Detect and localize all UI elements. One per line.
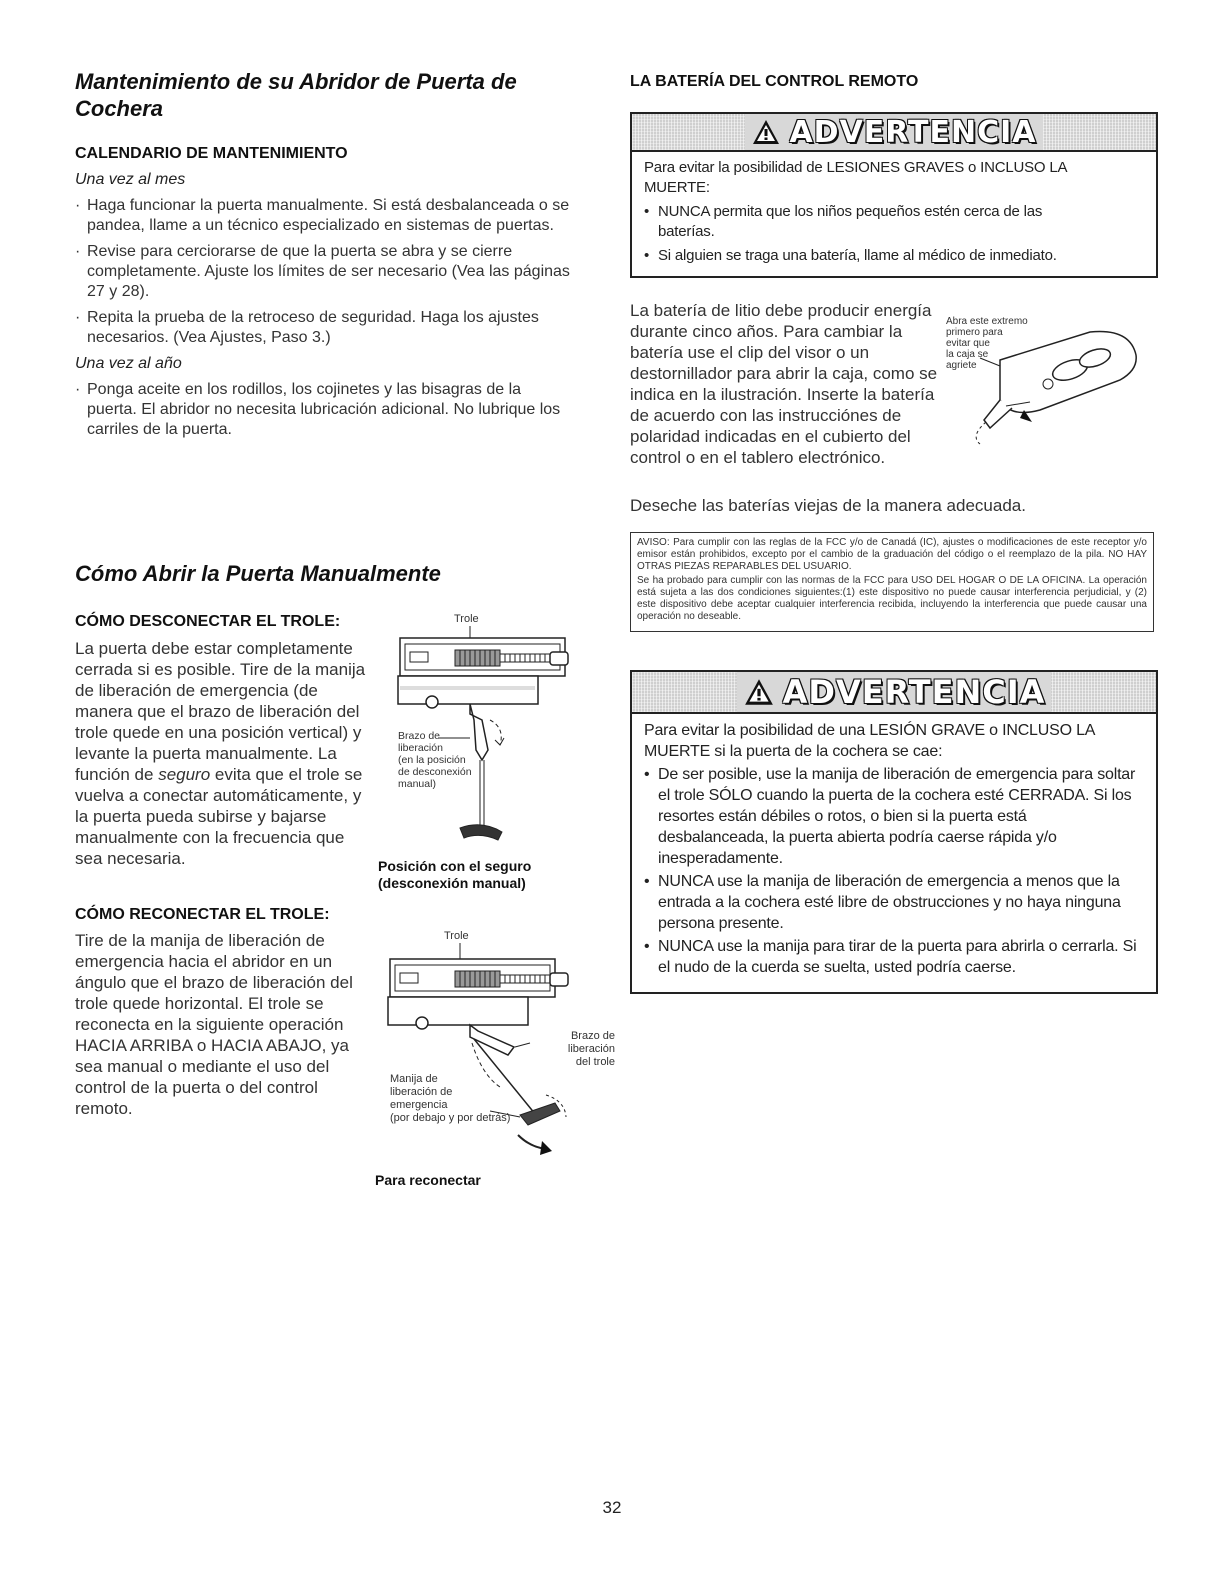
trole-label-1: Trole	[454, 613, 479, 625]
monthly-heading: Una vez al mes	[75, 171, 186, 188]
disconnect-text: La puerta debe estar completamente cerrada si es posible. Tire de la manija de liberación de emergencia (de manera que el brazo de liberación del trole quede en una posición vertical) y levante la puerta manualmente. La función de seguro evita que el trole se vuelva a conectar automáticamente, y la puerta pueda subirse y bajarse manualmente con la frecuencia que sea necesaria.	[75, 639, 366, 868]
warning-title: ADVERTENCIA	[782, 673, 1046, 711]
warning-body	[632, 714, 1156, 992]
yearly-heading: Una vez al año	[75, 355, 182, 372]
maintenance-title: Mantenimiento de su Abridor de Puerta de Cochera	[75, 69, 517, 121]
fcc-notice-p1: AVISO: Para cumplir con las reglas de la FCC y/o de Canadá (IC), ajustes o modificaciones de este receptor y/o emisor están prohibidos, excepto por el cambio de la graduación del código o el reemplazo de la pila. NO HAY OTRAS PIEZAS REPARABLES DEL USUARIO.	[637, 537, 1147, 572]
arm-label-2: Brazo de liberación del trole	[567, 1030, 615, 1068]
warning-title: ADVERTENCIA	[789, 114, 1037, 150]
list-item: · Ponga aceite en los rodillos, los cojinetes y las bisagras de la puerta. El abridor no necesita lubricación adicional. No lubrique los carriles de la puerta.	[75, 380, 575, 440]
disconnect-heading: CÓMO DESCONECTAR EL TROLE:	[75, 613, 341, 630]
fcc-notice-p2: Se ha probado para cumplir con las normas de la FCC para USO DEL HOGAR O DE LA OFICINA. La operación está sujeta a las dos condiciones siguientes:(1) este dispositivo no puede causar interferencia perjudicial, y (2) este dispositivo debe aceptar cualquier interferencia recibida, incluyendo la interferencia que puede causar una operación no deseable.	[637, 575, 1147, 622]
warning-banner	[632, 114, 1156, 152]
list-item: · Revise para cerciorarse de que la puerta se abra y se cierre completamente. Ajuste los límites de ser necesario (Vea las páginas 27 y 28).	[75, 242, 575, 302]
list-item: • De ser posible, use la manija de liberación de emergencia para soltar el trole SÓLO cuando la puerta de la cochera esté CERRADA. Si los resortes están débiles o rotos, o bien si la puerta está desbalanceada, la puerta abierta podría caerse rápida y/o inesperadamente.	[644, 764, 1138, 869]
figure-disconnect	[370, 610, 620, 900]
warning-body	[632, 152, 1156, 276]
calendar-heading: CALENDARIO DE MANTENIMIENTO	[75, 145, 348, 162]
left-column	[75, 68, 595, 440]
warning-intro: Para evitar la posibilidad de LESIONES GRAVES o INCLUSO LA MUERTE:	[644, 159, 1067, 196]
warning-box-manual	[630, 670, 1158, 994]
list-item: • NUNCA permita que los niños pequeños estén cerca de las baterías.	[644, 202, 1088, 242]
list-item: • NUNCA use la manija para tirar de la puerta para abrirla o cerrarla. Si el nudo de la cuerda se suelta, usted podría caerse.	[644, 936, 1138, 978]
remote-label: Abra este extremo primero para evitar que la caja se agriete	[946, 316, 1028, 371]
battery-heading: LA BATERÍA DEL CONTROL REMOTO	[630, 73, 919, 90]
warning-triangle-icon	[743, 677, 775, 707]
warning-banner	[632, 672, 1156, 714]
figure-reconnect	[370, 925, 620, 1195]
yearly-list	[75, 380, 575, 440]
list-item: · Repita la prueba de la retroceso de seguridad. Haga los ajustes necesarios. (Vea Ajustes, Paso 3.)	[75, 308, 575, 348]
page-number: 32	[602, 1498, 622, 1517]
trole-label-2: Trole	[444, 930, 469, 942]
reconnect-heading: CÓMO RECONECTAR EL TROLE:	[75, 906, 330, 923]
list-item: · Haga funcionar la puerta manualmente. Si está desbalanceada o se pandea, llame a un técnico especializado en sistemas de puertas.	[75, 196, 575, 236]
figure-reconnect-caption: Para reconectar	[375, 1172, 481, 1188]
handle-label: Manija de liberación de emergencia (por debajo y por detrás)	[390, 1073, 511, 1124]
fcc-notice	[630, 532, 1154, 632]
warning-box-battery	[630, 112, 1158, 278]
battery-disposal: Deseche las baterías viejas de la manera adecuada.	[630, 496, 1026, 515]
figure-disconnect-caption: Posición con el seguro (desconexión manual)	[378, 858, 532, 891]
arm-label-1: Brazo de liberación (en la posición de desconexión manual)	[398, 730, 472, 790]
warning-intro: Para evitar la posibilidad de una LESIÓN GRAVE o INCLUSO LA MUERTE si la puerta de la cochera se cae:	[644, 722, 1095, 760]
monthly-list	[75, 196, 575, 348]
warning-triangle-icon	[751, 118, 781, 146]
reconnect-text: Tire de la manija de liberación de emergencia hacia el abridor en un ángulo que el brazo de liberación del trole quede horizontal. El trole se reconecta en la siguiente operación HACIA ARRIBA o HACIA ABAJO, ya sea manual o mediante el uso del control de la puerta o del control remoto.	[75, 931, 353, 1118]
manual-title: Cómo Abrir la Puerta Manualmente	[75, 561, 441, 586]
battery-text: La batería de litio debe producir energía durante cinco años. Para cambiar la batería use el clip del visor o un destornillador para abrir la caja, como se indica en la ilustración. Inserte la batería de acuerdo con las instrucciónes de polaridad indicadas en el cubierto del control o en el tablero electrónico.	[630, 301, 938, 467]
list-item: • NUNCA use la manija de liberación de emergencia a menos que la entrada a la cochera esté libre de obstrucciones y no haya ninguna persona presente.	[644, 871, 1138, 934]
remote-control-icon	[940, 310, 1140, 460]
remote-illustration	[940, 310, 1140, 460]
list-item: • Si alguien se traga una batería, llame al médico de inmediato.	[644, 246, 1142, 266]
